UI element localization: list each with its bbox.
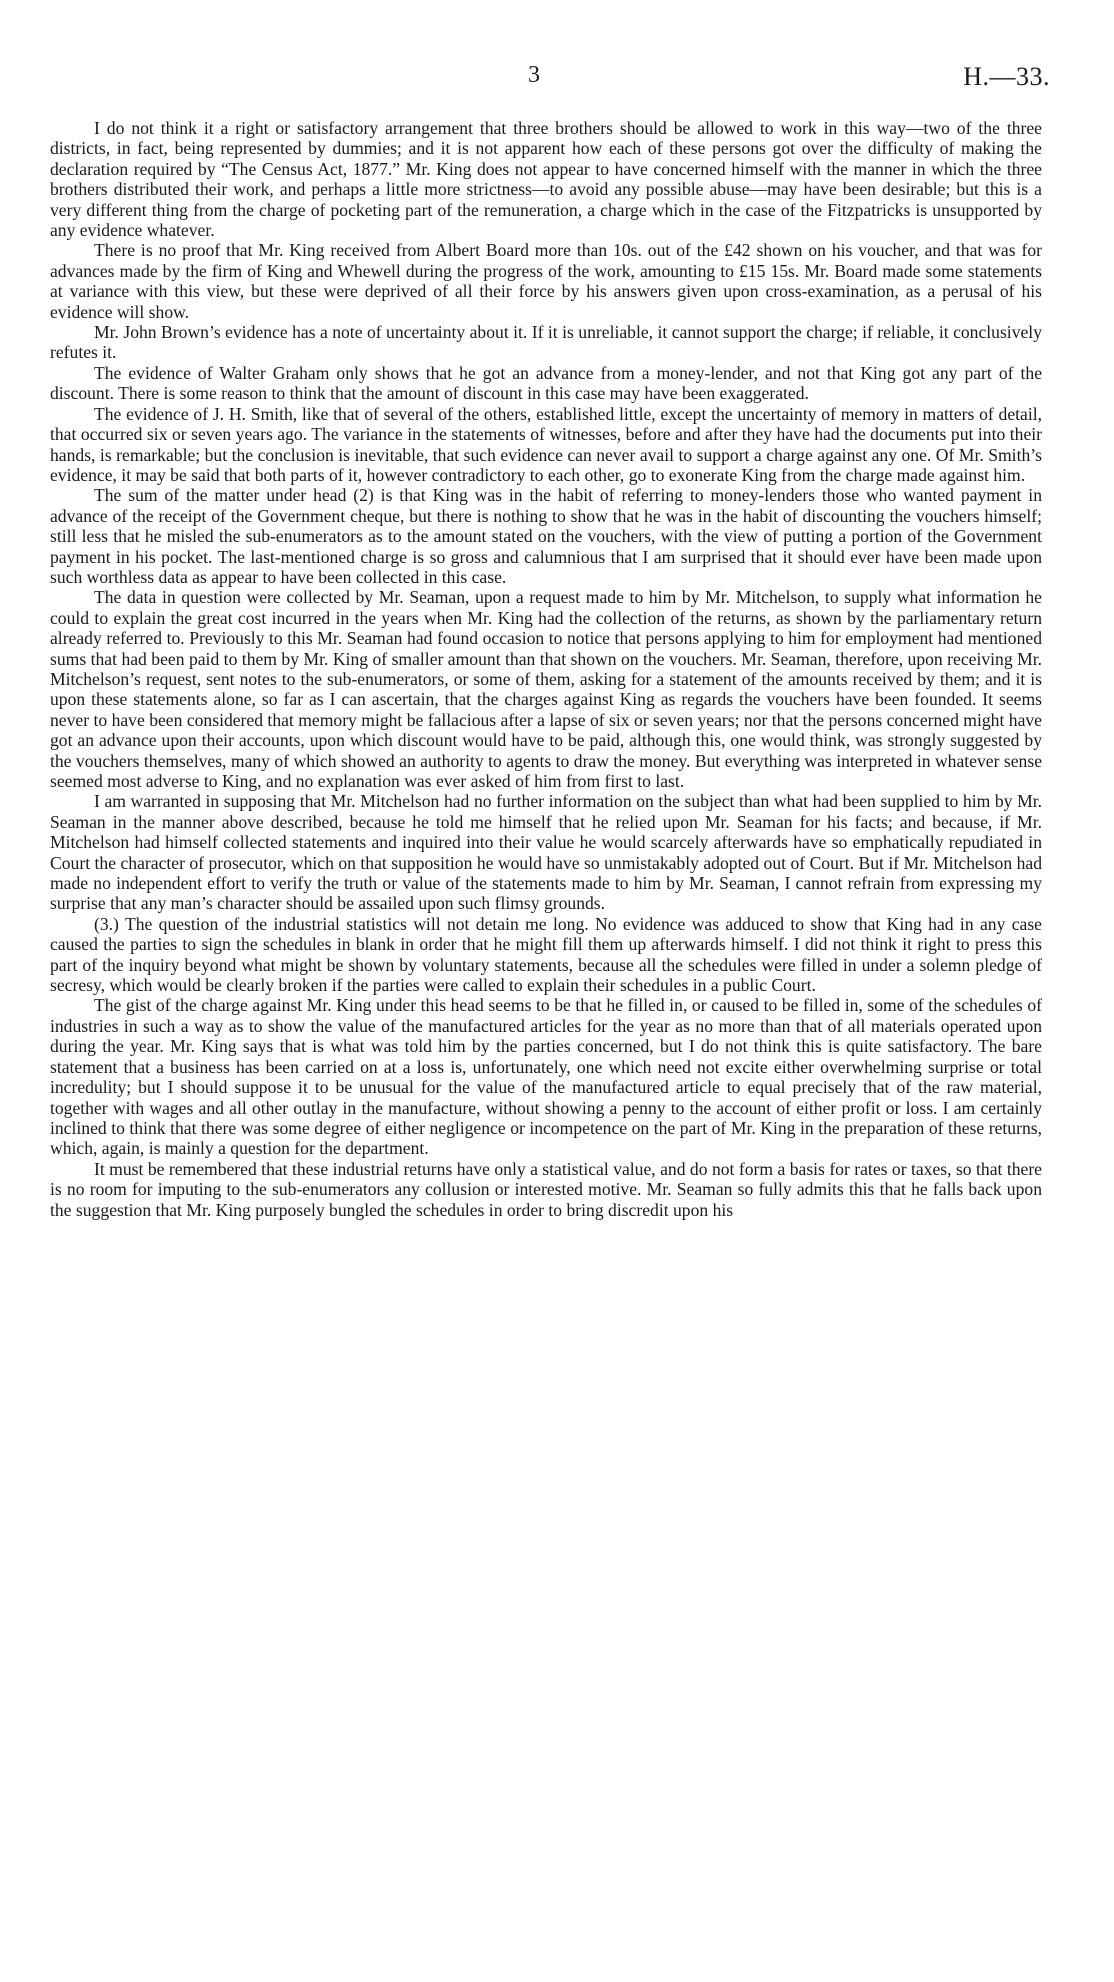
page-number: 3: [528, 62, 541, 88]
paragraph-gist-of-charge: The gist of the charge against Mr. King under this head seems to be that he filled in, or caused to be filled in, some of the schedules of industries in such a way as to show the value of the manufactured articles for the year as no more than that of all materials operated upon during the year. Mr. King says that is what was told him by the parties concerned, but I do not think this is quite satisfactory. The bare statement that a business has been carried on at a loss is, unfortunately, one which need not excite either overwhelming surprise or total incredulity; but I should suppose it to be unusual for the value of the manufactured article to equal precisely that of the raw material, together with wages and all other outlay in the manufacture, without showing a penny to the account of either profit or loss. I am certainly inclined to think that there was some degree of either negligence or incompetence on the part of Mr. King in the preparation of these returns, which, again, is mainly a question for the department.: [50, 995, 1042, 1159]
paragraph-seaman-data: The data in question were collected by Mr. Seaman, upon a request made to him by Mr. Mitchelson, to supply what information he could to explain the great cost incurred in the years when Mr. King had the collection of the returns, as shown by the parliamentary return already referred to. Previously to this Mr. Seaman had found occasion to notice that persons applying to him for employment had mentioned sums that had been paid to them by Mr. King of smaller amount than that shown on the vouchers. Mr. Seaman, therefore, upon receiving Mr. Mitchelson’s request, sent notes to the sub-enumerators, or some of them, asking for a statement of the amounts received by them; and it is upon these statements alone, so far as I can ascertain, that the charges against King as regards the vouchers have been founded. It seems never to have been considered that memory might be fallacious after a lapse of six or seven years; nor that the persons concerned might have got an advance upon their accounts, upon which discount would have to be paid, although this, one would think, was strongly suggested by the vouchers themselves, many of which showed an authority to agents to draw the money. But everything was interpreted in whatever sense seemed most adverse to King, and no explanation was ever asked of him from first to last.: [50, 587, 1042, 791]
paragraph-industrial-statistics: (3.) The question of the industrial statistics will not detain me long. No evidence was adduced to show that King had in any case caused the parties to sign the schedules in blank in order that he might fill them up afterwards himself. I did not think it right to press this part of the inquiry beyond what might be shown by voluntary statements, because all the schedules were filled in under a solemn pledge of secresy, which would be clearly broken if the parties were called to explain their schedules in a public Court.: [50, 913, 1042, 996]
document-reference: H.—33.: [963, 62, 1050, 91]
paragraph-jh-smith: The evidence of J. H. Smith, like that of several of the others, established little, except the uncertainty of memory in matters of detail, that occurred six or seven years ago. The variance in the statements of witnesses, before and after they have had the documents put into their hands, is remarkable; but the conclusion is inevitable, that such evidence can never avail to support a charge against any one. Of Mr. Smith’s evidence, it may be said that both parts of it, however contradictory to each other, go to exonerate King from the charge made against him.: [50, 403, 1042, 485]
paragraph-mitchelson: I am warranted in supposing that Mr. Mitchelson had no further information on the subject than what had been supplied to him by Mr. Seaman in the manner above described, because he told me himself that he relied upon Mr. Seaman for his facts; and because, if Mr. Mitchelson had himself collected statements and inquired into their value he would scarcely afterwards have so emphatically repudiated in Court the character of prosecutor, which on that supposition he would have so unmistakably adopted out of Court. But if Mr. Mitchelson had made no independent effort to verify the truth or value of the statements made to him by Mr. Seaman, I cannot refrain from expressing my surprise that any man’s character should be assailed upon such flimsy grounds.: [50, 791, 1042, 914]
body-text: [50, 118, 1042, 1220]
page-header: [0, 62, 1114, 92]
paragraph-dummies-arrangement: I do not think it a right or satisfactory arrangement that three brothers should be allowed to work in this way—two of the three districts, in fact, being represented by dummies; and it is not apparent how each of these persons got over the difficulty of making the declaration required by “The Census Act, 1877.” Mr. King does not appear to have concerned himself with the manner in which the three brothers distributed their work, and perhaps a little more strictness—to avoid any possible abuse—may have been desirable; but this is a very different thing from the charge of pocketing part of the remuneration, a charge which in the case of the Fitzpatricks is unsupported by any evidence whatever.: [50, 118, 1042, 241]
paragraph-walter-graham: The evidence of Walter Graham only shows that he got an advance from a money-lender, and not that King got any part of the discount. There is some reason to think that the amount of discount in this case may have been exaggerated.: [50, 362, 1042, 404]
paragraph-albert-board: There is no proof that Mr. King received from Albert Board more than 10s. out of the £42 shown on his voucher, and that was for advances made by the firm of King and Whewell during the progress of the work, amounting to £15 15s. Mr. Board made some statements at variance with this view, but these were deprived of all their force by his answers given upon cross-examination, as a perusal of his evidence will show.: [50, 240, 1042, 322]
paragraph-head-2-summary: The sum of the matter under head (2) is that King was in the habit of referring to money-lenders those who wanted payment in advance of the receipt of the Government cheque, but there is nothing to show that he was in the habit of discounting the vouchers himself; still less that he misled the sub-enumerators as to the amount stated on the vouchers, with the view of putting a portion of the Government payment in his pocket. The last-mentioned charge is so gross and calumnious that I am surprised that it should ever have been made upon such worthless data as appear to have been collected in this case.: [50, 485, 1042, 587]
paragraph-statistical-value: It must be remembered that these industrial returns have only a statistical value, and do not form a basis for rates or taxes, so that there is no room for imputing to the sub-enumerators any collusion or interested motive. Mr. Seaman so fully admits this that he falls back upon the suggestion that Mr. King purposely bungled the schedules in order to bring discredit upon his: [50, 1158, 1042, 1220]
paragraph-john-brown: Mr. John Brown’s evidence has a note of uncertainty about it. If it is unreliable, it cannot support the charge; if reliable, it conclusively refutes it.: [50, 322, 1042, 363]
